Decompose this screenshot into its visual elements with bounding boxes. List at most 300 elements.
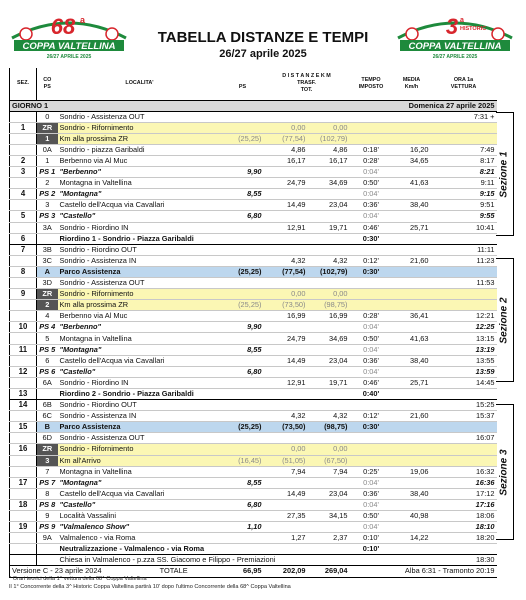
row-location: "Castello" — [58, 366, 222, 377]
row-code: 0A — [37, 144, 58, 155]
row-code — [37, 388, 58, 399]
row-code — [37, 544, 58, 555]
row-location: Berbenno via Al Muc — [58, 155, 222, 166]
row-location: Valmalenco - via Roma — [58, 533, 222, 544]
row-location: "Berbenno" — [58, 322, 222, 333]
row-time: 0:28' — [350, 311, 393, 322]
row-trasf-km: (73,50) — [264, 422, 308, 433]
row-ps-km: 8,55 — [222, 189, 264, 200]
row-clock — [431, 266, 497, 277]
row-total-km — [308, 167, 350, 178]
row-speed — [393, 422, 431, 433]
row-time: 0:36' — [350, 355, 393, 366]
version-label: Versione C - 23 aprile 2024 TOTALE — [10, 566, 222, 577]
row-code: 2 — [37, 300, 58, 311]
row-total-km: 23,04 — [308, 200, 350, 211]
table-row — [10, 377, 497, 388]
row-total-km: 4,32 — [308, 411, 350, 422]
row-code: PS 3 — [37, 211, 58, 222]
section-number — [10, 377, 37, 388]
row-time: 0:04' — [350, 167, 393, 178]
row-code: 9 — [37, 510, 58, 521]
row-speed — [393, 477, 431, 488]
section-number: 13 — [10, 388, 37, 399]
row-trasf-km: 0,00 — [264, 289, 308, 300]
row-clock: 7:49 — [431, 144, 497, 155]
row-total-km: (102,79) — [308, 133, 350, 144]
row-trasf-km — [264, 322, 308, 333]
table-row — [10, 111, 497, 122]
row-speed: 38,40 — [393, 488, 431, 499]
section-number — [10, 466, 37, 477]
row-clock: 13:15 — [431, 333, 497, 344]
row-code: ZR — [37, 122, 58, 133]
row-speed: 25,71 — [393, 222, 431, 233]
row-location: Sondrio - piazza Garibaldi — [58, 144, 222, 155]
row-total-km — [308, 111, 350, 122]
row-total-km — [308, 366, 350, 377]
footnote-1: * Orari teorici della 1^ vettura della 68^ Coppa Valtellina — [9, 576, 147, 582]
row-code: 1 — [37, 133, 58, 144]
row-location: Montagna in Valtellina — [58, 333, 222, 344]
row-total-km: 0,00 — [308, 122, 350, 133]
row-clock: 15:37 — [431, 411, 497, 422]
table-row — [10, 555, 497, 566]
row-speed — [393, 133, 431, 144]
row-speed — [393, 266, 431, 277]
row-clock: 16:07 — [431, 433, 497, 444]
row-ps-km — [222, 400, 264, 411]
schedule-table — [9, 68, 497, 578]
row-time: 0:46' — [350, 222, 393, 233]
section-1-label: Sezione 1 — [496, 112, 514, 236]
row-location: Sondrio - Rifornimento — [58, 289, 222, 300]
row-location: Castello dell'Acqua via Cavallari — [58, 355, 222, 366]
col-distanze: D I S T A N Z E K M TRASF.TOT. — [264, 68, 350, 100]
table-row — [10, 278, 497, 289]
row-location: Parco Assistenza — [58, 266, 222, 277]
row-ps-km — [222, 244, 264, 255]
row-ps-km — [222, 333, 264, 344]
row-time: 0:36' — [350, 200, 393, 211]
row-total-km — [308, 278, 350, 289]
row-speed: 38,40 — [393, 200, 431, 211]
svg-text:COPPA VALTELLINA: COPPA VALTELLINA — [22, 41, 116, 52]
row-speed: 14,22 — [393, 533, 431, 544]
row-time: 0:04' — [350, 189, 393, 200]
row-code: 7 — [37, 466, 58, 477]
row-ps-km — [222, 122, 264, 133]
row-speed: 41,63 — [393, 333, 431, 344]
row-total-km: 2,37 — [308, 533, 350, 544]
row-ps-km — [222, 355, 264, 366]
table-row — [10, 133, 497, 144]
row-total-km — [308, 211, 350, 222]
row-trasf-km: 12,91 — [264, 222, 308, 233]
row-location: Riordino 1 - Sondrio - Piazza Garibaldi — [58, 233, 350, 244]
section-number: 8 — [10, 266, 37, 277]
section-number — [10, 510, 37, 521]
row-total-km — [308, 433, 350, 444]
row-time: 0:12' — [350, 255, 393, 266]
row-trasf-km — [264, 433, 308, 444]
row-location: "Castello" — [58, 499, 222, 510]
row-total-km — [308, 477, 350, 488]
row-ps-km: 1,10 — [222, 522, 264, 533]
row-time: 0:46' — [350, 377, 393, 388]
row-location: Montagna in Valtellina — [58, 178, 222, 189]
table-row — [10, 344, 497, 355]
row-code: PS 9 — [37, 522, 58, 533]
row-location: Parco Assistenza — [58, 422, 222, 433]
row-speed: 36,41 — [393, 311, 431, 322]
row-total-km: 16,17 — [308, 155, 350, 166]
row-ps-km: 8,55 — [222, 477, 264, 488]
row-code: 3B — [37, 244, 58, 255]
row-ps-km — [222, 200, 264, 211]
row-trasf-km: 12,91 — [264, 377, 308, 388]
row-total-km — [308, 344, 350, 355]
section-number — [10, 200, 37, 211]
section-number — [10, 300, 37, 311]
row-trasf-km: 24,79 — [264, 333, 308, 344]
row-clock — [431, 233, 497, 244]
row-speed — [393, 289, 431, 300]
row-clock: 7:31 + — [431, 111, 497, 122]
row-speed — [393, 167, 431, 178]
row-clock — [431, 388, 497, 399]
row-total-km: 23,04 — [308, 488, 350, 499]
row-total-km: 23,04 — [308, 355, 350, 366]
row-code: PS 1 — [37, 167, 58, 178]
row-total-km — [308, 499, 350, 510]
row-trasf-km: 0,00 — [264, 122, 308, 133]
row-trasf-km — [264, 499, 308, 510]
row-speed — [393, 522, 431, 533]
row-clock — [431, 444, 497, 455]
row-clock: 14:45 — [431, 377, 497, 388]
row-clock: 16:36 — [431, 477, 497, 488]
row-trasf-km: 4,32 — [264, 255, 308, 266]
row-time — [350, 555, 393, 566]
row-code: 2 — [37, 178, 58, 189]
row-speed — [393, 499, 431, 510]
row-clock — [431, 544, 497, 555]
row-time: 0:50' — [350, 178, 393, 189]
section-number: 16 — [10, 444, 37, 455]
row-time — [350, 400, 393, 411]
row-time — [350, 289, 393, 300]
row-clock: 12:25 — [431, 322, 497, 333]
row-ps-km — [222, 510, 264, 521]
table-row — [10, 211, 497, 222]
row-clock: 18:06 — [431, 510, 497, 521]
row-speed — [393, 211, 431, 222]
row-trasf-km: 1,27 — [264, 533, 308, 544]
row-time — [350, 300, 393, 311]
row-trasf-km — [264, 244, 308, 255]
row-speed — [393, 455, 431, 466]
section-number: 4 — [10, 189, 37, 200]
row-time: 0:10' — [350, 544, 393, 555]
section-number: 3 — [10, 167, 37, 178]
row-speed — [393, 433, 431, 444]
section-number — [10, 555, 37, 566]
row-ps-km: (25,25) — [222, 266, 264, 277]
row-total-km: (102,79) — [308, 266, 350, 277]
row-location: Sondrio - Assistenza OUT — [58, 111, 222, 122]
row-trasf-km — [264, 477, 308, 488]
row-code — [37, 555, 58, 566]
coppa-valtellina-68-logo — [8, 10, 130, 62]
row-time: 0:50' — [350, 510, 393, 521]
row-trasf-km — [264, 366, 308, 377]
row-speed: 21,60 — [393, 411, 431, 422]
table-row — [10, 189, 497, 200]
table-row — [10, 244, 497, 255]
col-tempo: TEMPO IMPOSTO — [350, 68, 393, 100]
row-total-km: 4,86 — [308, 144, 350, 155]
row-code: A — [37, 266, 58, 277]
row-speed: 40,98 — [393, 510, 431, 521]
row-clock: 9:11 — [431, 178, 497, 189]
table-row — [10, 466, 497, 477]
row-speed: 34,65 — [393, 155, 431, 166]
section-number: 6 — [10, 233, 37, 244]
row-clock: 11:53 — [431, 278, 497, 289]
row-trasf-km: 4,32 — [264, 411, 308, 422]
row-total-km: 34,15 — [308, 510, 350, 521]
total-trasf: 202,09 — [264, 566, 308, 577]
row-time — [350, 133, 393, 144]
row-ps-km: 6,80 — [222, 211, 264, 222]
total-ps: 66,95 — [222, 566, 264, 577]
row-trasf-km: 24,79 — [264, 178, 308, 189]
col-co-ps: CO PS — [37, 68, 58, 100]
row-time: 0:30' — [350, 266, 393, 277]
row-total-km: (98,75) — [308, 422, 350, 433]
row-clock: 13:55 — [431, 355, 497, 366]
table-row — [10, 289, 497, 300]
row-total-km — [308, 189, 350, 200]
row-clock: 18:30 — [431, 555, 497, 566]
table-row — [10, 311, 497, 322]
row-speed — [393, 244, 431, 255]
section-number — [10, 311, 37, 322]
row-trasf-km — [264, 211, 308, 222]
table-row — [10, 477, 497, 488]
row-clock — [431, 122, 497, 133]
row-ps-km: 8,55 — [222, 344, 264, 355]
row-total-km — [308, 555, 350, 566]
row-trasf-km — [264, 111, 308, 122]
svg-text:a: a — [460, 17, 464, 24]
row-location: Sondrio - Assistenza OUT — [58, 278, 222, 289]
row-location: Sondrio - Rifornimento — [58, 444, 222, 455]
row-location: Sondrio - Assistenza OUT — [58, 433, 222, 444]
sun-times: Alba 6:31 - Tramonto 20:19 — [350, 566, 497, 577]
section-number — [10, 222, 37, 233]
section-number — [10, 133, 37, 144]
section-number — [10, 144, 37, 155]
row-clock — [431, 455, 497, 466]
row-total-km: 19,71 — [308, 377, 350, 388]
section-number: 19 — [10, 522, 37, 533]
svg-text:26/27 APRILE 2025: 26/27 APRILE 2025 — [432, 54, 478, 60]
section-number — [10, 355, 37, 366]
row-ps-km: (16,45) — [222, 455, 264, 466]
svg-text:a: a — [80, 15, 86, 25]
row-trasf-km: 16,17 — [264, 155, 308, 166]
row-location: "Valmalenco Show" — [58, 522, 222, 533]
row-location: Sondrio - Assistenza IN — [58, 255, 222, 266]
section-number: 11 — [10, 344, 37, 355]
row-clock: 9:15 — [431, 189, 497, 200]
row-location: Berbenno via Al Muc — [58, 311, 222, 322]
row-time: 0:25' — [350, 466, 393, 477]
table-row — [10, 144, 497, 155]
section-number — [10, 544, 37, 555]
row-time — [350, 278, 393, 289]
page-subtitle: 26/27 aprile 2025 — [219, 48, 307, 60]
table-row — [10, 155, 497, 166]
row-ps-km: (25,25) — [222, 300, 264, 311]
row-code: 5 — [37, 333, 58, 344]
row-speed — [393, 322, 431, 333]
section-number: 14 — [10, 400, 37, 411]
row-clock: 9:55 — [431, 211, 497, 222]
row-ps-km — [222, 488, 264, 499]
row-ps-km — [222, 466, 264, 477]
row-ps-km: 9,90 — [222, 167, 264, 178]
table-row — [10, 544, 497, 555]
schedule-rows — [10, 111, 497, 566]
row-location: "Montagna" — [58, 189, 222, 200]
row-time: 0:04' — [350, 211, 393, 222]
row-total-km: 19,71 — [308, 222, 350, 233]
row-clock: 18:10 — [431, 522, 497, 533]
row-speed: 21,60 — [393, 255, 431, 266]
table-row — [10, 411, 497, 422]
row-trasf-km: (73,50) — [264, 300, 308, 311]
table-row — [10, 355, 497, 366]
row-trasf-km: 7,94 — [264, 466, 308, 477]
section-number — [10, 411, 37, 422]
document-header — [0, 0, 526, 68]
table-row — [10, 167, 497, 178]
row-time: 0:40' — [350, 388, 393, 399]
row-ps-km — [222, 411, 264, 422]
row-location: Sondrio - Riordino IN — [58, 377, 222, 388]
row-location: Castello dell'Acqua via Cavallari — [58, 488, 222, 499]
row-clock — [431, 422, 497, 433]
section-number: 18 — [10, 499, 37, 510]
table-row — [10, 499, 497, 510]
section-number — [10, 255, 37, 266]
row-ps-km: (25,25) — [222, 422, 264, 433]
row-time: 0:50' — [350, 333, 393, 344]
row-trasf-km — [264, 522, 308, 533]
row-code: ZR — [37, 444, 58, 455]
row-time: 0:36' — [350, 488, 393, 499]
row-trasf-km: 27,35 — [264, 510, 308, 521]
row-code: PS 6 — [37, 366, 58, 377]
row-total-km — [308, 400, 350, 411]
row-trasf-km — [264, 189, 308, 200]
row-speed — [393, 544, 431, 555]
row-time — [350, 111, 393, 122]
row-total-km: 4,32 — [308, 255, 350, 266]
row-time: 0:04' — [350, 499, 393, 510]
row-total-km — [308, 244, 350, 255]
row-code: PS 7 — [37, 477, 58, 488]
svg-text:COPPA VALTELLINA: COPPA VALTELLINA — [408, 41, 502, 52]
table-row — [10, 433, 497, 444]
row-speed — [393, 189, 431, 200]
row-ps-km — [222, 255, 264, 266]
row-location: Chiesa in Valmalenco - p.zza SS. Giacomo e Filippo - Premiazioni — [59, 555, 276, 565]
row-code: 9A — [37, 533, 58, 544]
col-localita: LOCALITA' — [58, 68, 222, 100]
row-clock: 16:32 — [431, 466, 497, 477]
table-row — [10, 533, 497, 544]
row-clock — [431, 289, 497, 300]
row-total-km: 7,94 — [308, 466, 350, 477]
column-header-row — [10, 68, 497, 100]
row-clock — [431, 133, 497, 144]
row-speed — [393, 300, 431, 311]
table-row — [10, 122, 497, 133]
row-location: Sondrio - Riordino IN — [58, 222, 222, 233]
section-number — [10, 178, 37, 189]
row-code: ZR — [37, 289, 58, 300]
row-total-km: (67,50) — [308, 455, 350, 466]
row-total-km — [308, 322, 350, 333]
section-number — [10, 333, 37, 344]
col-media: MEDIA Km/h — [393, 68, 431, 100]
row-speed: 19,06 — [393, 466, 431, 477]
row-time: 0:18' — [350, 144, 393, 155]
row-code: 3A — [37, 222, 58, 233]
row-location: "Montagna" — [58, 477, 222, 488]
row-total-km: (98,75) — [308, 300, 350, 311]
row-trasf-km: 14,49 — [264, 200, 308, 211]
table-row — [10, 488, 497, 499]
row-code: B — [37, 422, 58, 433]
row-code: 3 — [37, 455, 58, 466]
row-ps-km: 9,90 — [222, 322, 264, 333]
row-trasf-km: 14,49 — [264, 488, 308, 499]
row-code: 6C — [37, 411, 58, 422]
row-time: 0:04' — [350, 366, 393, 377]
table-row — [10, 444, 497, 455]
row-code: 3 — [37, 200, 58, 211]
row-code: 3C — [37, 255, 58, 266]
row-code: PS 4 — [37, 322, 58, 333]
row-location: "Castello" — [58, 211, 222, 222]
day-row — [10, 100, 497, 111]
row-clock: 11:11 — [431, 244, 497, 255]
svg-text:HISTORIC: HISTORIC — [460, 26, 487, 32]
row-location: Riordino 2 - Sondrio - Piazza Garibaldi — [58, 388, 350, 399]
row-ps-km — [222, 278, 264, 289]
row-time — [350, 433, 393, 444]
row-speed — [393, 555, 431, 566]
table-row — [10, 300, 497, 311]
row-location: Km alla prossima ZR — [58, 300, 222, 311]
row-time: 0:04' — [350, 344, 393, 355]
section-number — [10, 455, 37, 466]
